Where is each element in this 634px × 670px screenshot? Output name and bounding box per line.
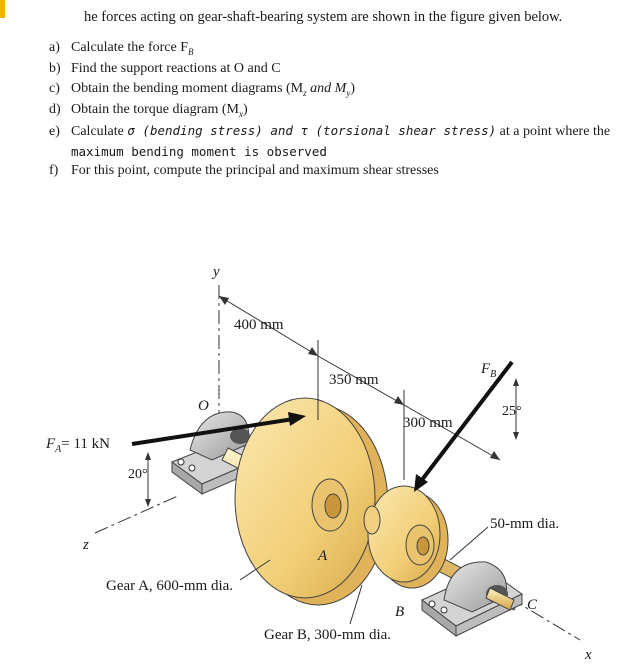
gear-a-point-label: A bbox=[318, 548, 328, 564]
angle-a-label: 20° bbox=[128, 467, 148, 482]
subscript: y bbox=[346, 87, 351, 98]
shaft-dia-label: 50-mm dia. bbox=[490, 516, 560, 532]
question-e-continuation: maximum bending moment is observed bbox=[71, 144, 327, 159]
force-b-label: $F_B$ bbox=[481, 361, 497, 380]
question-text: Find the support reactions at O and C bbox=[71, 61, 281, 76]
question-text-end: ) bbox=[242, 102, 248, 117]
question-text-end: at a point where the bbox=[496, 124, 611, 139]
question-label: b) bbox=[49, 61, 61, 76]
question-text: Calculate bbox=[71, 124, 128, 139]
subscript: B bbox=[188, 46, 194, 57]
dim-400-label: 400 mm bbox=[234, 317, 284, 333]
gear-a-caption: Gear A, 600-mm dia. bbox=[106, 578, 234, 594]
dim-350-label: 350 mm bbox=[329, 372, 379, 388]
question-text: For this point, compute the principal and maximum shear stresses bbox=[71, 163, 439, 178]
dim-300-line bbox=[404, 405, 500, 460]
gear-b-caption: Gear B, 300-mm dia. bbox=[264, 627, 392, 643]
question-label: f) bbox=[49, 163, 59, 178]
intro-text: he forces acting on gear-shaft-bearing system are shown in the figure given below. bbox=[84, 9, 563, 25]
question-text-rest: and M bbox=[306, 81, 347, 96]
dim-300-label: 300 mm bbox=[403, 415, 453, 431]
angle-b-label: 25° bbox=[502, 404, 522, 419]
question-text-end: ) bbox=[350, 81, 355, 96]
gear-b-point-label: B bbox=[395, 604, 405, 620]
x-axis-label: x bbox=[585, 647, 592, 663]
subscript: x bbox=[238, 108, 243, 119]
question-text: Obtain the bending moment diagrams (M bbox=[71, 81, 304, 96]
question-text-mono: σ (bending stress) and τ (torsional shear stress) bbox=[127, 123, 497, 138]
origin-label: O bbox=[198, 398, 209, 414]
y-axis-label: y bbox=[213, 264, 220, 280]
question-label: a) bbox=[49, 40, 60, 55]
force-a-label: $F_A= 11$ kN bbox=[46, 436, 111, 455]
question-label: c) bbox=[49, 81, 60, 96]
question-label: d) bbox=[49, 102, 61, 117]
question-label: e) bbox=[49, 124, 60, 139]
subscript: z bbox=[303, 87, 307, 98]
z-axis-line bbox=[95, 495, 180, 533]
question-text: Calculate the force F bbox=[71, 40, 189, 55]
gear-a bbox=[235, 398, 388, 605]
question-text: Obtain the torque diagram (M bbox=[71, 102, 239, 117]
support-c-label: C bbox=[527, 597, 538, 613]
z-axis-label: z bbox=[83, 537, 89, 553]
